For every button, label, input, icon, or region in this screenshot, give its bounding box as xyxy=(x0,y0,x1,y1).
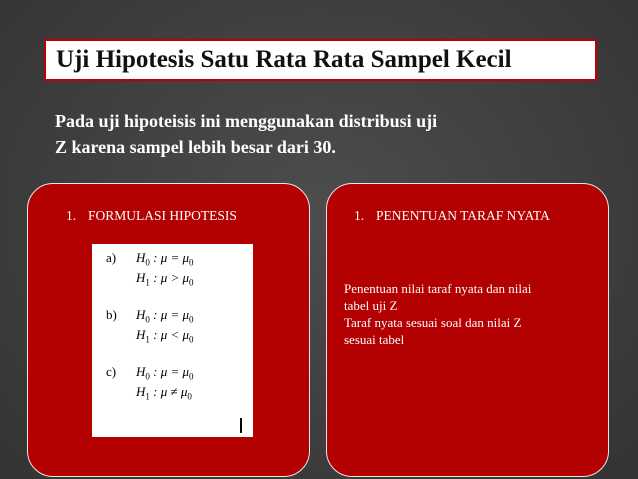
formula-label: c) xyxy=(106,364,117,379)
significance-text xyxy=(344,280,599,348)
significance-panel xyxy=(326,183,609,477)
formulation-heading xyxy=(66,208,237,224)
significance-line: Penentuan nilai taraf nyata dan nilai xyxy=(344,281,532,296)
hypothesis-formula-box xyxy=(92,244,253,437)
h0-equation: $H_0$ : $\mu = \mu_0$ xyxy=(136,364,194,382)
h1-equation: $H_1$ : $\mu > \mu_0$ xyxy=(136,270,194,288)
formula-row xyxy=(106,248,253,268)
intro-line-1: Pada uji hipoteisis ini menggunakan distribusi uji xyxy=(55,111,438,131)
significance-line: tabel uji Z xyxy=(344,298,398,313)
significance-line: Taraf nyata sesuai soal dan nilai Z xyxy=(344,315,522,330)
formula-row xyxy=(106,325,253,345)
intro-line-2: Z karena sampel lebih besar dari 30. xyxy=(55,137,336,157)
significance-line: sesuai tabel xyxy=(344,332,405,347)
formulation-number: 1. xyxy=(66,208,77,223)
formula-label: b) xyxy=(106,307,117,322)
formula-label: a) xyxy=(106,250,117,265)
text-cursor xyxy=(240,418,242,433)
formulation-panel xyxy=(27,183,310,477)
h0-equation: $H_0$ : $\mu = \mu_0$ xyxy=(136,250,194,268)
title-box xyxy=(44,39,597,81)
significance-number: 1. xyxy=(354,208,365,223)
formula-row xyxy=(106,305,253,325)
intro-paragraph xyxy=(55,108,615,160)
h1-equation: $H_1$ : $\mu \ne \mu_0$ xyxy=(136,384,192,402)
significance-heading-text: PENENTUAN TARAF NYATA xyxy=(376,208,550,223)
formula-row xyxy=(106,268,253,288)
h1-equation: $H_1$ : $\mu < \mu_0$ xyxy=(136,327,194,345)
formula-row xyxy=(106,362,253,382)
slide-title: Uji Hipotesis Satu Rata Rata Sampel Kecil xyxy=(56,46,512,73)
formula-row xyxy=(106,382,253,402)
h0-equation: $H_0$ : $\mu = \mu_0$ xyxy=(136,307,194,325)
significance-heading xyxy=(354,208,550,224)
formulation-heading-text: FORMULASI HIPOTESIS xyxy=(88,208,237,223)
